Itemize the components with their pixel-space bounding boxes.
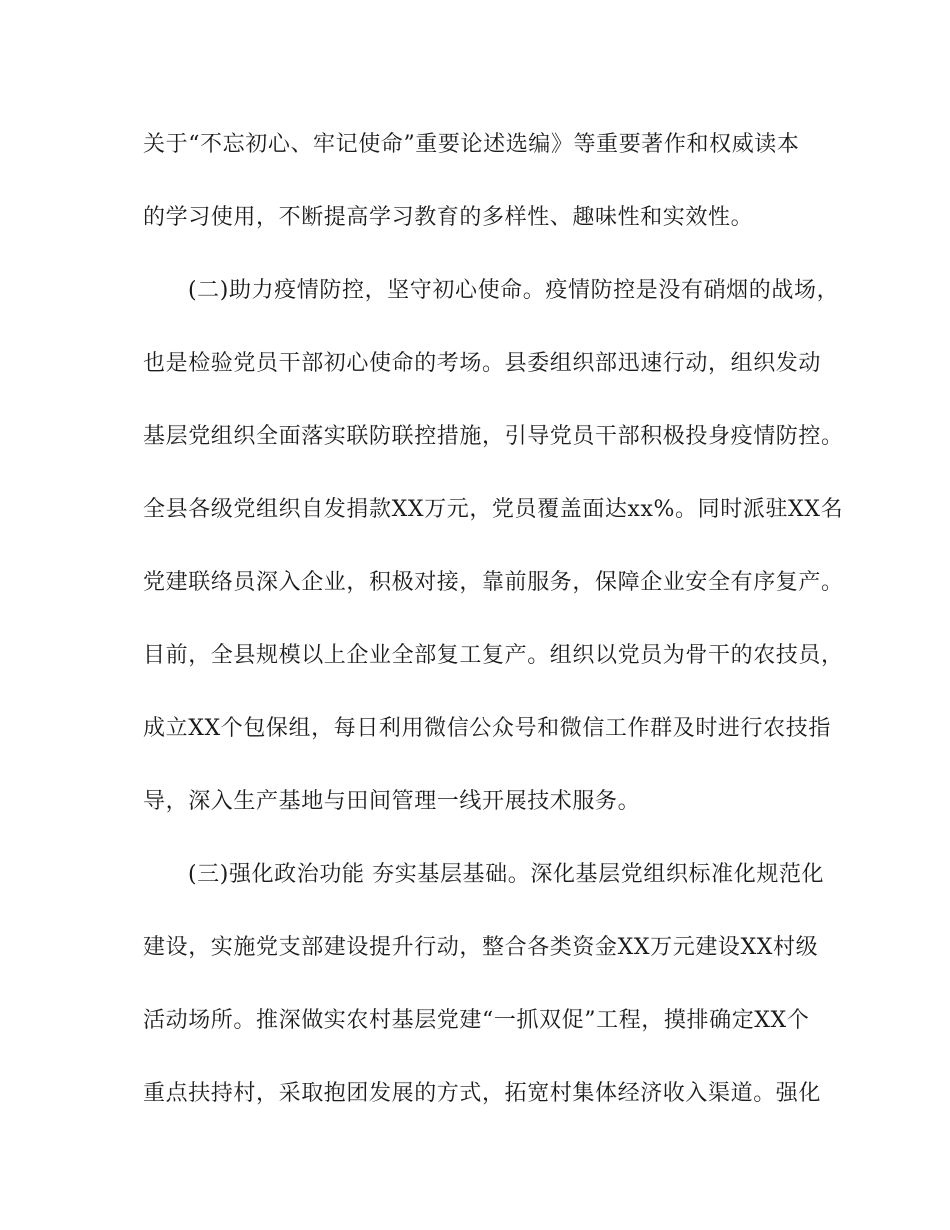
text-line-1: 关于“不忘初心、牢记使命”重要论述选编》等重要著作和权威读本 bbox=[143, 132, 800, 157]
section-heading-2: (二)助力疫情防控，坚守初心使命。疫情防控是没有硝烟的战场， bbox=[188, 278, 840, 303]
text-line-5: 基层党组织全面落实联防联控措施，引导党员干部积极投身疫情防控。 bbox=[143, 424, 844, 449]
text-line-9: 成立XX个包保组，每日利用微信公众号和微信工作群及时进行农技指 bbox=[143, 716, 831, 741]
text-line-12: 建设，实施党支部建设提升行动，整合各类资金XX万元建设XX村级 bbox=[143, 935, 819, 960]
text-line-13: 活动场所。推深做实农村基层党建“一抓双促”工程，摸排确定XX个 bbox=[143, 1008, 810, 1033]
text-line-8: 目前，全县规模以上企业全部复工复产。组织以党员为骨干的农技员， bbox=[143, 643, 844, 668]
text-line-10: 导，深入生产基地与田间管理一线开展技术服务。 bbox=[143, 789, 641, 814]
text-line-7: 党建联络员深入企业，积极对接，靠前服务，保障企业安全有序复产。 bbox=[143, 570, 844, 595]
text-line-2: 的学习使用，不断提高学习教育的多样性、趣味性和实效性。 bbox=[143, 205, 754, 230]
text-line-14: 重点扶持村，采取抱团发展的方式，拓宽村集体经济收入渠道。强化 bbox=[143, 1081, 822, 1106]
section-heading-3: (三)强化政治功能 夯实基层基础。深化基层党组织标准化规范化 bbox=[188, 862, 825, 887]
text-line-6: 全县各级党组织自发捐款XX万元，党员覆盖面达xx%。同时派驻XX名 bbox=[143, 497, 844, 522]
text-line-4: 也是检验党员干部初心使命的考场。县委组织部迅速行动，组织发动 bbox=[143, 351, 822, 376]
